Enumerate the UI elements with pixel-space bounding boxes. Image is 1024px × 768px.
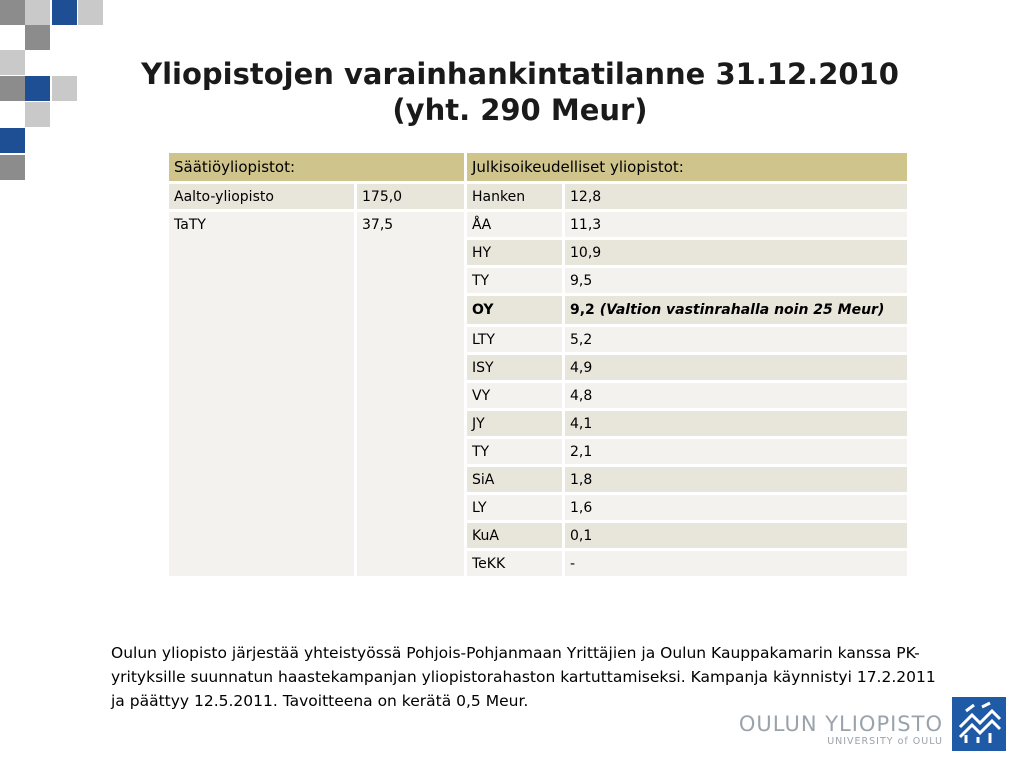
public-name: HY	[466, 239, 564, 267]
public-value: 1,8	[564, 466, 909, 494]
foundation-name: TaTY	[168, 211, 356, 578]
public-value: 9,2	[570, 302, 595, 318]
public-value: 11,3	[564, 211, 909, 239]
page-title	[0, 56, 1024, 128]
public-value: 5,2	[564, 326, 909, 354]
decor-square	[25, 25, 50, 50]
university-logo-text	[733, 712, 943, 748]
header-public-universities: Julkisoikeudelliset yliopistot:	[466, 152, 909, 183]
public-value: 12,8	[564, 183, 909, 211]
decor-square	[0, 155, 25, 180]
public-value: 9,5	[564, 267, 909, 295]
public-name: TeKK	[466, 550, 564, 578]
foundation-value: 37,5	[356, 211, 466, 578]
public-name: VY	[466, 382, 564, 410]
public-value: 4,9	[564, 354, 909, 382]
public-value: 4,8	[564, 382, 909, 410]
oulu-university-emblem-icon	[952, 697, 1006, 751]
decor-square	[25, 0, 50, 25]
public-value: 2,1	[564, 438, 909, 466]
public-name: TY	[466, 267, 564, 295]
value-note: (Valtion vastinrahalla noin 25 Meur)	[599, 302, 885, 318]
logo-sub-text: UNIVERSITY of OULU	[827, 736, 943, 747]
public-value: 4,1	[564, 410, 909, 438]
table-header-row	[168, 152, 909, 183]
public-name: OY	[466, 295, 564, 326]
campaign-paragraph: Oulun yliopisto järjestää yhteistyössä Pohjois-Pohjanmaan Yrittäjien ja Oulun Kauppakamarin kanssa PK-yrityksille suunnatun haastekampanjan yliopistorahaston kartuttamiseksi. Kampanja käynnistyi 17.2.2011 ja päättyy 12.5.2011. Tavoitteena on kerätä 0,5 Meur.	[111, 644, 936, 710]
public-name: KuA	[466, 522, 564, 550]
decor-square	[0, 0, 25, 25]
public-name: TY	[466, 438, 564, 466]
decor-square	[52, 0, 77, 25]
public-value: -	[564, 550, 909, 578]
public-name: JY	[466, 410, 564, 438]
decor-square	[0, 128, 25, 153]
public-name: Hanken	[466, 183, 564, 211]
title-line-2: (yht. 290 Meur)	[392, 93, 648, 127]
public-value: 0,1	[564, 522, 909, 550]
public-name: LY	[466, 494, 564, 522]
header-foundation-universities: Säätiöyliopistot:	[168, 152, 466, 183]
public-value: 1,6	[564, 494, 909, 522]
public-name: ÅA	[466, 211, 564, 239]
foundation-name: Aalto-yliopisto	[168, 183, 356, 211]
title-line-1: Yliopistojen varainhankintatilanne 31.12.2010	[141, 57, 899, 91]
logo-main-text: OULUN YLIOPISTO	[738, 712, 943, 736]
table-row	[168, 211, 909, 239]
table-row	[168, 183, 909, 211]
public-value: 10,9	[564, 239, 909, 267]
foundation-value: 175,0	[356, 183, 466, 211]
public-name: ISY	[466, 354, 564, 382]
public-name: LTY	[466, 326, 564, 354]
decor-square	[78, 0, 103, 25]
public-name: SiA	[466, 466, 564, 494]
public-value-with-note	[564, 295, 909, 326]
fundraising-table	[166, 150, 910, 579]
